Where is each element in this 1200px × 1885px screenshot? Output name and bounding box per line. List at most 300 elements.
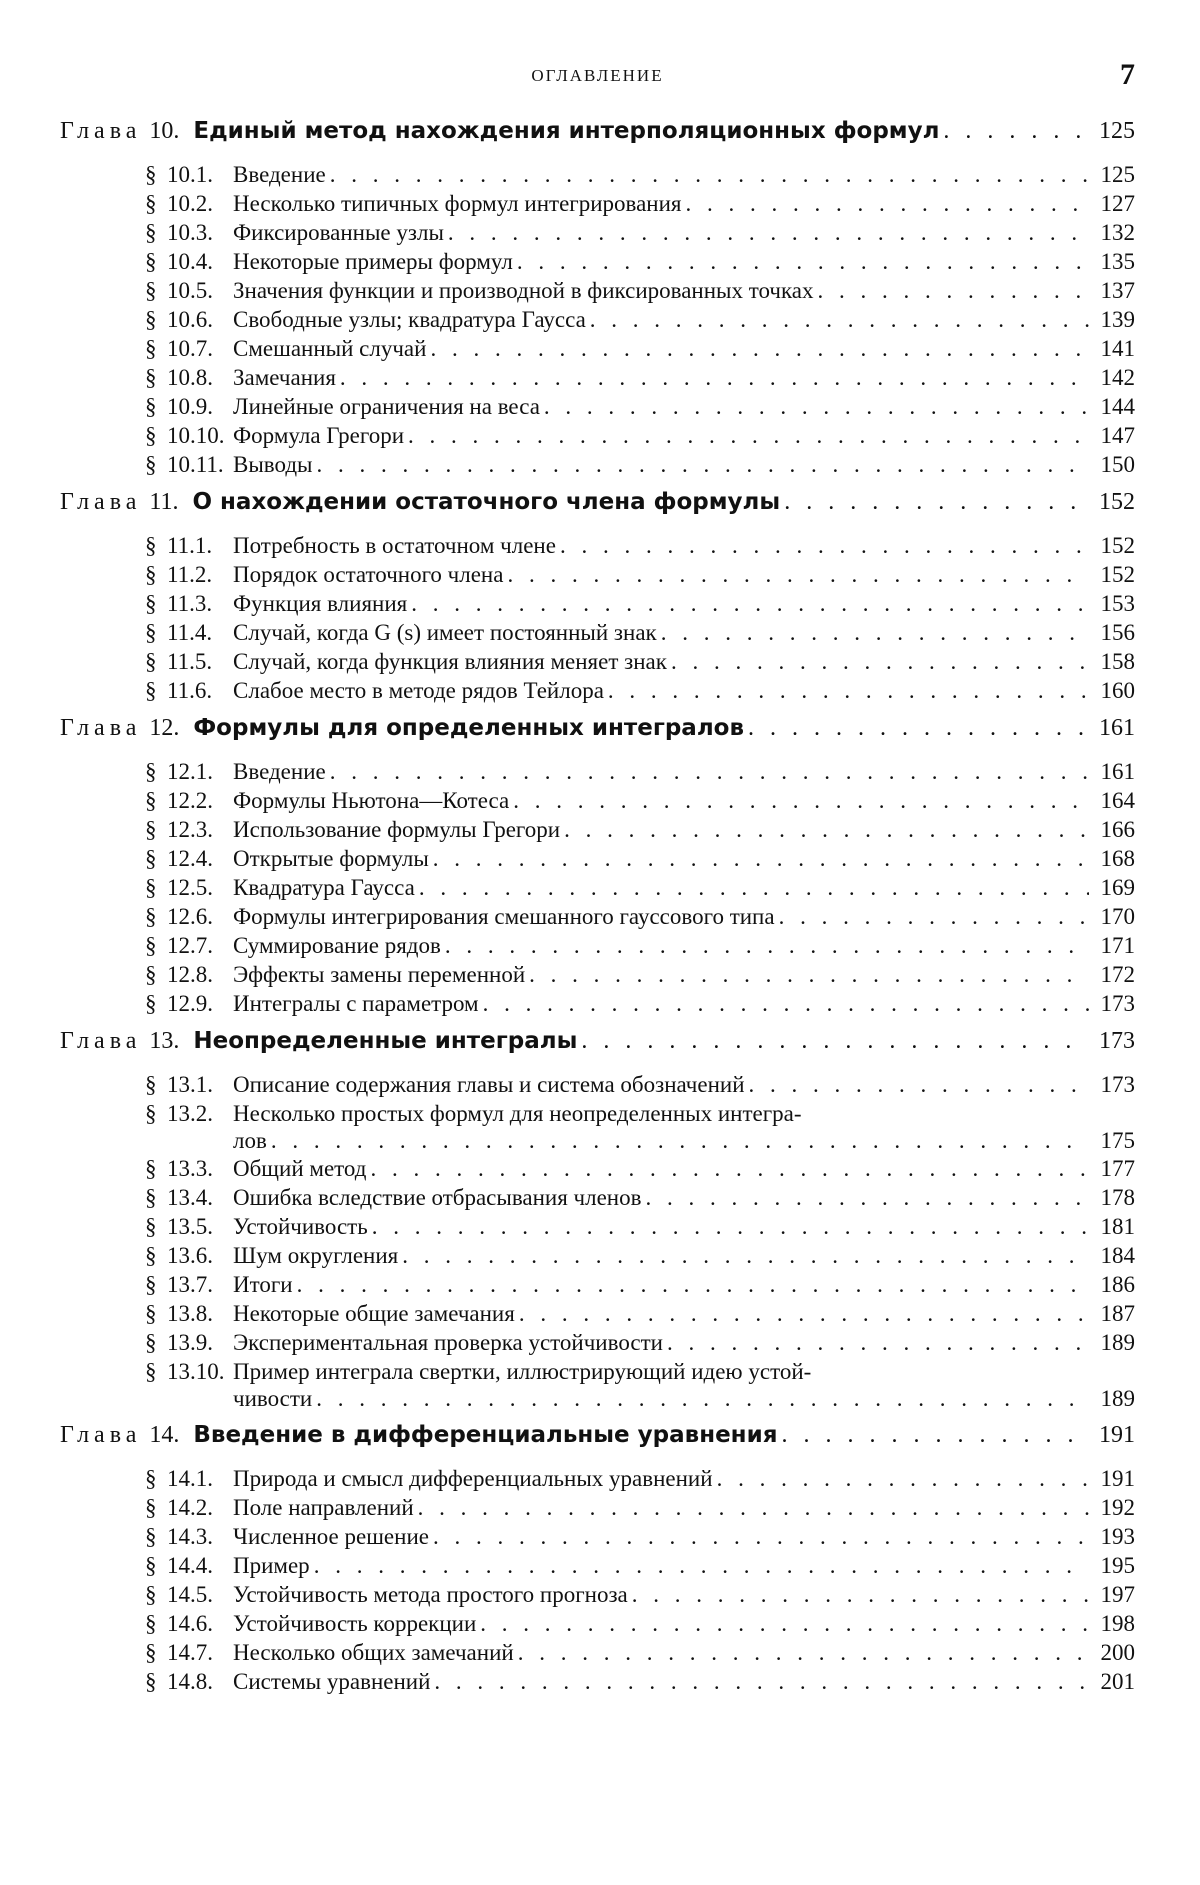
dot-leader bbox=[667, 1330, 1089, 1356]
section-number: 13.8. bbox=[167, 1301, 233, 1327]
toc-entry bbox=[60, 1524, 1135, 1553]
section-title: Фиксированные узлы bbox=[233, 220, 444, 246]
dot-leader bbox=[661, 620, 1089, 646]
section-page: 152 bbox=[1093, 533, 1135, 559]
section-title: Формулы Ньютона—Котеса bbox=[233, 788, 509, 814]
section-number: 10.3. bbox=[167, 220, 233, 246]
section-title: Квадратура Гаусса bbox=[233, 875, 415, 901]
section-page: 195 bbox=[1093, 1553, 1135, 1579]
chapter-label: Глава bbox=[60, 1422, 141, 1449]
section-page: 173 bbox=[1093, 991, 1135, 1017]
dot-leader bbox=[433, 1524, 1089, 1550]
section-number: 11.4. bbox=[167, 620, 233, 646]
chapter-label: Глава bbox=[60, 1028, 141, 1055]
section-page: 142 bbox=[1093, 365, 1135, 391]
section-number: 12.7. bbox=[167, 933, 233, 959]
section-sign: § bbox=[145, 307, 167, 333]
toc-entry bbox=[60, 1640, 1135, 1669]
section-page: 184 bbox=[1093, 1243, 1135, 1269]
section-title: Порядок остаточного члена bbox=[233, 562, 503, 588]
section-title-continued: лов bbox=[233, 1128, 267, 1154]
section-number: 11.2. bbox=[167, 562, 233, 588]
section-number: 12.8. bbox=[167, 962, 233, 988]
section-sign: § bbox=[145, 562, 167, 588]
section-page: 156 bbox=[1093, 620, 1135, 646]
section-sign: § bbox=[145, 1330, 167, 1356]
toc-entry bbox=[60, 875, 1135, 904]
toc-entry bbox=[60, 162, 1135, 191]
section-sign: § bbox=[145, 278, 167, 304]
section-title: Устойчивость bbox=[233, 1214, 368, 1240]
section-sign: § bbox=[145, 1272, 167, 1298]
section-page: 135 bbox=[1093, 249, 1135, 275]
section-title: Шум округления bbox=[233, 1243, 398, 1269]
dot-leader bbox=[943, 118, 1089, 145]
section-page: 139 bbox=[1093, 307, 1135, 333]
section-title: Пример bbox=[233, 1553, 310, 1579]
section-title: Природа и смысл дифференциальных уравнений bbox=[233, 1466, 713, 1492]
toc-entry-line bbox=[145, 1128, 1135, 1156]
section-title: Поле направлений bbox=[233, 1495, 414, 1521]
toc-entry bbox=[60, 933, 1135, 962]
section-sign: § bbox=[145, 1072, 167, 1098]
section-page: 137 bbox=[1093, 278, 1135, 304]
dot-leader bbox=[608, 678, 1089, 704]
section-sign: § bbox=[145, 1640, 167, 1666]
toc-page bbox=[60, 0, 1135, 1885]
section-title: Введение bbox=[233, 162, 326, 188]
running-title: ОГЛАВЛЕНИЕ bbox=[60, 66, 1135, 86]
section-sign: § bbox=[145, 336, 167, 362]
chapter-label: Глава bbox=[60, 489, 141, 516]
dot-leader bbox=[519, 1301, 1089, 1327]
toc-entry bbox=[60, 452, 1135, 481]
dot-leader bbox=[507, 562, 1089, 588]
section-title: Интегралы с параметром bbox=[233, 991, 479, 1017]
section-sign: § bbox=[145, 1359, 167, 1385]
section-sign: § bbox=[145, 1582, 167, 1608]
toc-entry bbox=[60, 1359, 1135, 1414]
section-number: 13.7. bbox=[167, 1272, 233, 1298]
dot-leader bbox=[517, 249, 1089, 275]
section-number: 12.4. bbox=[167, 846, 233, 872]
section-number: 14.6. bbox=[167, 1611, 233, 1637]
chapter-title: Формулы для определенных интегралов bbox=[193, 715, 744, 741]
section-page: 150 bbox=[1093, 452, 1135, 478]
toc-entry bbox=[60, 1243, 1135, 1272]
section-sign: § bbox=[145, 1466, 167, 1492]
chapter-number: 11. bbox=[149, 489, 178, 516]
section-number: 10.4. bbox=[167, 249, 233, 275]
section-title: Слабое место в методе рядов Тейлора bbox=[233, 678, 604, 704]
toc-entry bbox=[60, 817, 1135, 846]
section-sign: § bbox=[145, 1101, 167, 1127]
section-sign: § bbox=[145, 1156, 167, 1182]
section-page: 171 bbox=[1093, 933, 1135, 959]
section-page: 166 bbox=[1093, 817, 1135, 843]
section-sign: § bbox=[145, 759, 167, 785]
section-number: 14.2. bbox=[167, 1495, 233, 1521]
chapter-page: 161 bbox=[1093, 715, 1135, 742]
section-sign: § bbox=[145, 1524, 167, 1550]
dot-leader bbox=[370, 1156, 1089, 1182]
section-number: 10.11. bbox=[167, 452, 233, 478]
dot-leader bbox=[544, 394, 1089, 420]
section-sign: § bbox=[145, 533, 167, 559]
section-page: 200 bbox=[1093, 1640, 1135, 1666]
section-page: 197 bbox=[1093, 1582, 1135, 1608]
section-number: 11.6. bbox=[167, 678, 233, 704]
toc-entry bbox=[60, 278, 1135, 307]
chapter-page: 125 bbox=[1093, 118, 1135, 145]
toc-entry bbox=[60, 1330, 1135, 1359]
toc-entry bbox=[60, 1553, 1135, 1582]
dot-leader bbox=[317, 452, 1090, 478]
section-title: Общий метод bbox=[233, 1156, 366, 1182]
chapter-number: 13. bbox=[149, 1028, 179, 1055]
section-sign: § bbox=[145, 191, 167, 217]
toc-entry bbox=[60, 991, 1135, 1020]
section-sign: § bbox=[145, 1669, 167, 1695]
toc-entry-line bbox=[145, 1386, 1135, 1414]
dot-leader bbox=[419, 875, 1089, 901]
section-page: 127 bbox=[1093, 191, 1135, 217]
section-page: 144 bbox=[1093, 394, 1135, 420]
chapter-heading bbox=[60, 489, 1135, 529]
section-number: 14.3. bbox=[167, 1524, 233, 1550]
chapter-heading bbox=[60, 118, 1135, 158]
section-page: 189 bbox=[1093, 1386, 1135, 1412]
section-page: 193 bbox=[1093, 1524, 1135, 1550]
dot-leader bbox=[784, 489, 1089, 516]
toc-entry bbox=[60, 1495, 1135, 1524]
section-number: 12.9. bbox=[167, 991, 233, 1017]
dot-leader bbox=[316, 1386, 1089, 1412]
section-title: Функция влияния bbox=[233, 591, 407, 617]
section-title: Случай, когда функция влияния меняет знак bbox=[233, 649, 667, 675]
section-title: Эффекты замены переменной bbox=[233, 962, 525, 988]
toc-entry bbox=[60, 1611, 1135, 1640]
dot-leader bbox=[581, 1028, 1089, 1055]
section-sign: § bbox=[145, 162, 167, 188]
chapter-heading bbox=[60, 1028, 1135, 1068]
section-number: 12.2. bbox=[167, 788, 233, 814]
section-number: 11.5. bbox=[167, 649, 233, 675]
dot-leader bbox=[483, 991, 1089, 1017]
section-page: 141 bbox=[1093, 336, 1135, 362]
dot-leader bbox=[434, 1669, 1089, 1695]
toc-entry bbox=[60, 336, 1135, 365]
dot-leader bbox=[513, 788, 1089, 814]
section-title: Потребность в остаточном члене bbox=[233, 533, 556, 559]
dot-leader bbox=[518, 1640, 1089, 1666]
dot-leader bbox=[749, 1072, 1089, 1098]
toc-entry bbox=[60, 423, 1135, 452]
section-number: 12.6. bbox=[167, 904, 233, 930]
toc-entry bbox=[60, 788, 1135, 817]
section-title: Несколько типичных формул интегрирования bbox=[233, 191, 682, 217]
section-page: 172 bbox=[1093, 962, 1135, 988]
toc-entry bbox=[60, 1669, 1135, 1698]
dot-leader bbox=[430, 336, 1089, 362]
chapter-title: Неопределенные интегралы bbox=[193, 1028, 577, 1054]
toc-entry bbox=[60, 591, 1135, 620]
dot-leader bbox=[590, 307, 1089, 333]
toc-entry bbox=[60, 620, 1135, 649]
section-number: 10.9. bbox=[167, 394, 233, 420]
toc-entry bbox=[60, 1301, 1135, 1330]
running-head bbox=[60, 58, 1135, 98]
section-title: Значения функции и производной в фиксированных точках bbox=[233, 278, 813, 304]
section-number: 10.1. bbox=[167, 162, 233, 188]
section-sign: § bbox=[145, 423, 167, 449]
section-title: Описание содержания главы и система обозначений bbox=[233, 1072, 745, 1098]
section-title: Введение bbox=[233, 759, 326, 785]
section-sign: § bbox=[145, 1553, 167, 1579]
section-number: 13.4. bbox=[167, 1185, 233, 1211]
section-number: 14.5. bbox=[167, 1582, 233, 1608]
section-page: 201 bbox=[1093, 1669, 1135, 1695]
section-number: 11.3. bbox=[167, 591, 233, 617]
section-title: Ошибка вследствие отбрасывания членов bbox=[233, 1185, 641, 1211]
section-page: 169 bbox=[1093, 875, 1135, 901]
section-sign: § bbox=[145, 249, 167, 275]
section-page: 158 bbox=[1093, 649, 1135, 675]
toc-entry bbox=[60, 1272, 1135, 1301]
section-sign: § bbox=[145, 846, 167, 872]
section-page: 191 bbox=[1093, 1466, 1135, 1492]
dot-leader bbox=[271, 1128, 1089, 1154]
dot-leader bbox=[330, 759, 1089, 785]
toc-entry bbox=[60, 649, 1135, 678]
section-page: 170 bbox=[1093, 904, 1135, 930]
section-number: 13.6. bbox=[167, 1243, 233, 1269]
section-sign: § bbox=[145, 1214, 167, 1240]
section-number: 14.7. bbox=[167, 1640, 233, 1666]
section-title: Открытые формулы bbox=[233, 846, 429, 872]
toc-entry bbox=[60, 1214, 1135, 1243]
section-page: 187 bbox=[1093, 1301, 1135, 1327]
section-number: 10.2. bbox=[167, 191, 233, 217]
section-title: Использование формулы Грегори bbox=[233, 817, 560, 843]
section-title: Численное решение bbox=[233, 1524, 429, 1550]
section-number: 14.4. bbox=[167, 1553, 233, 1579]
chapter-page: 191 bbox=[1093, 1422, 1135, 1449]
dot-leader bbox=[671, 649, 1089, 675]
section-sign: § bbox=[145, 394, 167, 420]
section-sign: § bbox=[145, 220, 167, 246]
section-title: Устойчивость коррекции bbox=[233, 1611, 476, 1637]
chapter-number: 10. bbox=[149, 118, 179, 145]
chapter-label: Глава bbox=[60, 118, 141, 145]
section-page: 189 bbox=[1093, 1330, 1135, 1356]
dot-leader bbox=[408, 423, 1089, 449]
section-page: 186 bbox=[1093, 1272, 1135, 1298]
toc-entry bbox=[60, 1156, 1135, 1185]
chapter-title: Введение в дифференциальные уравнения bbox=[193, 1422, 777, 1448]
section-page: 161 bbox=[1093, 759, 1135, 785]
section-title-continued: чивости bbox=[233, 1386, 312, 1412]
section-number: 14.1. bbox=[167, 1466, 233, 1492]
dot-leader bbox=[402, 1243, 1089, 1269]
chapter-heading bbox=[60, 1422, 1135, 1462]
toc-entry bbox=[60, 191, 1135, 220]
toc-entry-line bbox=[145, 1359, 1135, 1386]
table-of-contents bbox=[60, 118, 1135, 1698]
dot-leader bbox=[433, 846, 1089, 872]
section-title: Пример интеграла свертки, иллюстрирующий идею устой- bbox=[233, 1359, 811, 1385]
chapter-page: 152 bbox=[1093, 489, 1135, 516]
toc-entry bbox=[60, 533, 1135, 562]
section-page: 152 bbox=[1093, 562, 1135, 588]
section-title: Экспериментальная проверка устойчивости bbox=[233, 1330, 663, 1356]
dot-leader bbox=[372, 1214, 1089, 1240]
section-title: Смешанный случай bbox=[233, 336, 426, 362]
section-sign: § bbox=[145, 1495, 167, 1521]
section-sign: § bbox=[145, 678, 167, 704]
section-title: Некоторые общие замечания bbox=[233, 1301, 515, 1327]
toc-entry bbox=[60, 678, 1135, 707]
chapter-title: О нахождении остаточного члена формулы bbox=[192, 489, 780, 515]
section-number: 10.6. bbox=[167, 307, 233, 333]
section-number: 13.1. bbox=[167, 1072, 233, 1098]
toc-entry bbox=[60, 1101, 1135, 1156]
dot-leader bbox=[314, 1553, 1089, 1579]
dot-leader bbox=[445, 933, 1089, 959]
dot-leader bbox=[297, 1272, 1089, 1298]
dot-leader bbox=[529, 962, 1089, 988]
section-sign: § bbox=[145, 962, 167, 988]
section-title: Замечания bbox=[233, 365, 336, 391]
page-number: 7 bbox=[1120, 58, 1135, 92]
dot-leader bbox=[340, 365, 1089, 391]
section-sign: § bbox=[145, 591, 167, 617]
dot-leader bbox=[779, 904, 1089, 930]
chapter-page: 173 bbox=[1093, 1028, 1135, 1055]
section-page: 198 bbox=[1093, 1611, 1135, 1637]
chapter-number: 14. bbox=[149, 1422, 179, 1449]
section-page: 132 bbox=[1093, 220, 1135, 246]
toc-entry bbox=[60, 759, 1135, 788]
dot-leader bbox=[717, 1466, 1089, 1492]
section-number: 13.2. bbox=[167, 1101, 233, 1127]
toc-entry bbox=[60, 249, 1135, 278]
dot-leader bbox=[330, 162, 1089, 188]
section-page: 125 bbox=[1093, 162, 1135, 188]
dot-leader bbox=[632, 1582, 1089, 1608]
toc-entry bbox=[60, 562, 1135, 591]
section-page: 168 bbox=[1093, 846, 1135, 872]
section-title: Выводы bbox=[233, 452, 313, 478]
dot-leader bbox=[817, 278, 1089, 304]
chapter-label: Глава bbox=[60, 715, 141, 742]
section-number: 12.5. bbox=[167, 875, 233, 901]
section-sign: § bbox=[145, 1243, 167, 1269]
section-sign: § bbox=[145, 817, 167, 843]
section-number: 14.8. bbox=[167, 1669, 233, 1695]
section-number: 12.1. bbox=[167, 759, 233, 785]
section-title: Суммирование рядов bbox=[233, 933, 441, 959]
section-title: Некоторые примеры формул bbox=[233, 249, 513, 275]
dot-leader bbox=[560, 533, 1089, 559]
section-sign: § bbox=[145, 788, 167, 814]
toc-entry bbox=[60, 846, 1135, 875]
section-sign: § bbox=[145, 452, 167, 478]
section-page: 192 bbox=[1093, 1495, 1135, 1521]
toc-entry bbox=[60, 904, 1135, 933]
toc-entry bbox=[60, 962, 1135, 991]
section-number: 12.3. bbox=[167, 817, 233, 843]
toc-entry bbox=[60, 394, 1135, 423]
section-page: 178 bbox=[1093, 1185, 1135, 1211]
dot-leader bbox=[564, 817, 1089, 843]
chapter-number: 12. bbox=[149, 715, 179, 742]
section-sign: § bbox=[145, 365, 167, 391]
dot-leader bbox=[645, 1185, 1089, 1211]
dot-leader bbox=[480, 1611, 1089, 1637]
dot-leader bbox=[748, 715, 1089, 742]
section-page: 177 bbox=[1093, 1156, 1135, 1182]
section-number: 10.5. bbox=[167, 278, 233, 304]
section-title: Свободные узлы; квадратура Гаусса bbox=[233, 307, 586, 333]
toc-entry bbox=[60, 1582, 1135, 1611]
section-title: Формулы интегрирования смешанного гауссового типа bbox=[233, 904, 775, 930]
chapter-heading bbox=[60, 715, 1135, 755]
section-sign: § bbox=[145, 649, 167, 675]
section-title: Устойчивость метода простого прогноза bbox=[233, 1582, 628, 1608]
toc-entry bbox=[60, 307, 1135, 336]
dot-leader bbox=[686, 191, 1090, 217]
section-title: Несколько общих замечаний bbox=[233, 1640, 514, 1666]
section-number: 10.10. bbox=[167, 423, 233, 449]
dot-leader bbox=[411, 591, 1089, 617]
section-sign: § bbox=[145, 1611, 167, 1637]
section-title: Системы уравнений bbox=[233, 1669, 430, 1695]
section-number: 10.8. bbox=[167, 365, 233, 391]
section-page: 181 bbox=[1093, 1214, 1135, 1240]
section-number: 13.5. bbox=[167, 1214, 233, 1240]
section-number: 13.9. bbox=[167, 1330, 233, 1356]
section-sign: § bbox=[145, 933, 167, 959]
toc-entry bbox=[60, 1466, 1135, 1495]
section-sign: § bbox=[145, 1185, 167, 1211]
section-title: Линейные ограничения на веса bbox=[233, 394, 540, 420]
section-title: Формула Грегори bbox=[233, 423, 404, 449]
section-page: 160 bbox=[1093, 678, 1135, 704]
section-number: 10.7. bbox=[167, 336, 233, 362]
chapter-title: Единый метод нахождения интерполяционных формул bbox=[193, 118, 939, 144]
section-sign: § bbox=[145, 904, 167, 930]
section-page: 153 bbox=[1093, 591, 1135, 617]
section-page: 147 bbox=[1093, 423, 1135, 449]
section-page: 173 bbox=[1093, 1072, 1135, 1098]
toc-entry bbox=[60, 1072, 1135, 1101]
dot-leader bbox=[781, 1422, 1089, 1449]
section-number: 13.10. bbox=[167, 1359, 233, 1385]
section-title: Случай, когда G (s) имеет постоянный знак bbox=[233, 620, 657, 646]
section-sign: § bbox=[145, 991, 167, 1017]
toc-entry bbox=[60, 365, 1135, 394]
toc-entry bbox=[60, 1185, 1135, 1214]
toc-entry bbox=[60, 220, 1135, 249]
section-sign: § bbox=[145, 1301, 167, 1327]
section-page: 175 bbox=[1093, 1128, 1135, 1154]
section-number: 13.3. bbox=[167, 1156, 233, 1182]
dot-leader bbox=[418, 1495, 1089, 1521]
section-title: Итоги bbox=[233, 1272, 293, 1298]
section-sign: § bbox=[145, 620, 167, 646]
section-title: Несколько простых формул для неопределенных интегра- bbox=[233, 1101, 802, 1127]
